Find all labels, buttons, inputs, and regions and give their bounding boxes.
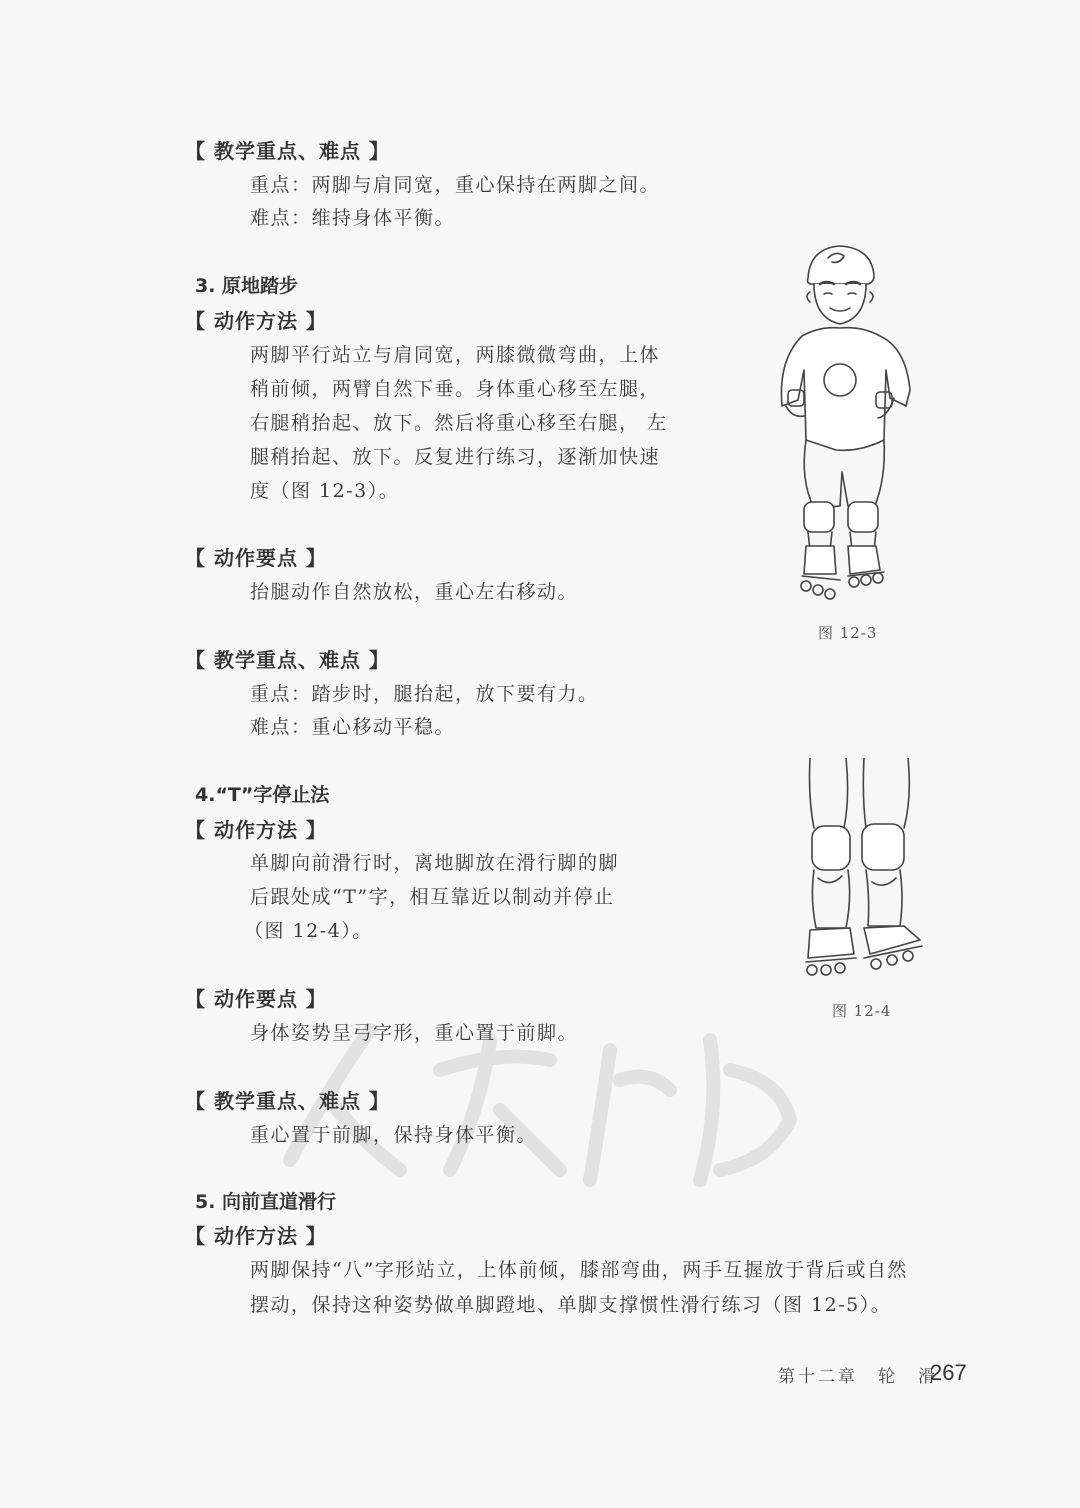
page-number: 267 <box>930 1360 967 1385</box>
section-heading: 4.“T”字停止法 <box>195 784 330 806</box>
teaching-focus-line: 重心置于前脚，保持身体平衡。 <box>250 1124 538 1146</box>
method-line: 右腿稍抬起、放下。然后将重心移至右腿， 左 <box>250 412 668 434</box>
method-title: 【 动作方法 】 <box>185 818 327 842</box>
teaching-focus-title: 【 教学重点、难点 】 <box>185 1089 390 1113</box>
teaching-focus-line: 难点：重心移动平稳。 <box>250 716 456 738</box>
teaching-focus-title: 【 教学重点、难点 】 <box>185 648 390 672</box>
key-points-line: 身体姿势呈弓字形，重心置于前脚。 <box>250 1022 579 1044</box>
method-line: 单脚向前滑行时，离地脚放在滑行脚的脚 <box>250 852 620 874</box>
teaching-focus-title: 【 教学重点、难点 】 <box>185 139 390 163</box>
skating-child-illustration <box>770 240 940 615</box>
chapter-title: 第十二章 轮 滑 <box>778 1367 938 1387</box>
key-points-line: 抬腿动作自然放松，重心左右移动。 <box>250 581 579 603</box>
t-stop-legs-illustration <box>800 758 930 988</box>
figure-caption: 图 12-4 <box>832 1002 892 1020</box>
teaching-focus-line: 重点：两脚与肩同宽，重心保持在两脚之间。 <box>250 174 661 196</box>
method-line: 腿稍抬起、放下。反复进行练习，逐渐加快速 <box>250 446 661 468</box>
method-line: 两脚平行站立与肩同宽，两膝微微弯曲，上体 <box>250 344 661 366</box>
method-line: 度（图 12-3）。 <box>250 480 400 502</box>
teaching-focus-line: 难点：维持身体平衡。 <box>250 207 456 229</box>
section-heading: 3. 原地踏步 <box>195 275 299 297</box>
key-points-title: 【 动作要点 】 <box>185 546 327 570</box>
method-title: 【 动作方法 】 <box>185 1224 327 1248</box>
key-points-title: 【 动作要点 】 <box>185 987 327 1011</box>
section-heading: 5. 向前直道滑行 <box>195 1191 337 1213</box>
method-line: 后跟处成“T”字，相互靠近以制动并停止 <box>250 886 615 908</box>
method-line: 两脚保持“八”字形站立，上体前倾，膝部弯曲，两手互握放于背后或自然 <box>250 1259 908 1281</box>
teaching-focus-line: 重点：踏步时，腿抬起，放下要有力。 <box>250 683 599 705</box>
method-title: 【 动作方法 】 <box>185 309 327 333</box>
method-line: （图 12-4）。 <box>244 920 373 942</box>
method-line: 稍前倾，两臂自然下垂。身体重心移至左腿， <box>250 378 661 400</box>
method-line: 摆动，保持这种姿势做单脚蹬地、单脚支撑惯性滑行练习（图 12-5）。 <box>250 1294 892 1316</box>
figure-caption: 图 12-3 <box>818 624 878 642</box>
